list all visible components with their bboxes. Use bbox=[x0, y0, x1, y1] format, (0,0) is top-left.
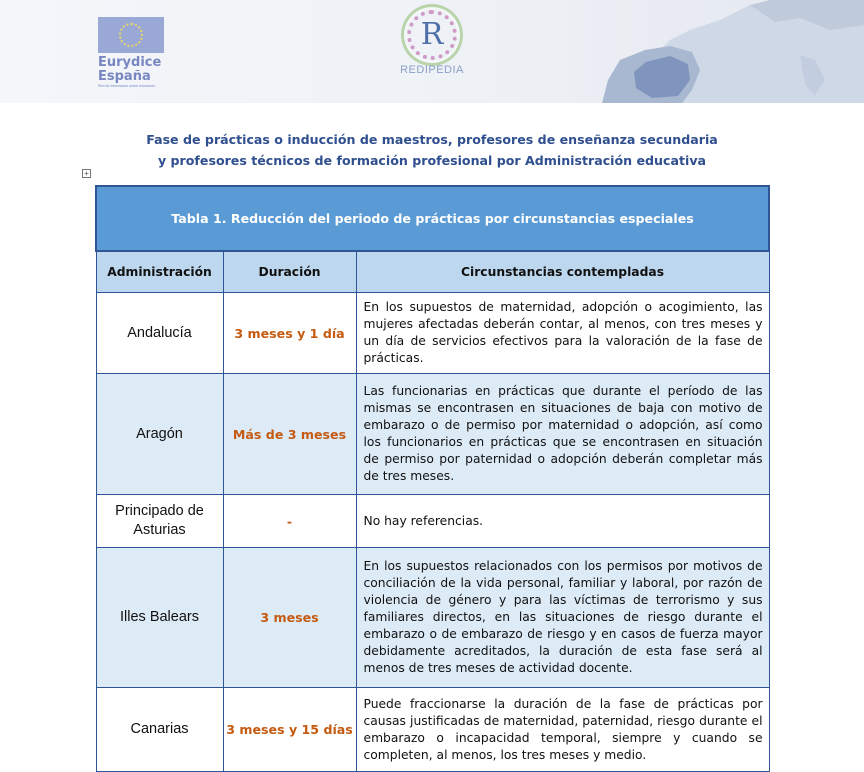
europe-map-icon bbox=[600, 0, 864, 103]
table-row bbox=[96, 495, 769, 548]
move-handle-icon[interactable]: + bbox=[82, 169, 91, 178]
table-row bbox=[96, 688, 769, 772]
redipedia-name: REDIPEDIA bbox=[400, 64, 464, 76]
table-row bbox=[96, 293, 769, 374]
cell-administracion: Principado de Asturias bbox=[96, 495, 223, 548]
cell-administracion: Andalucía bbox=[96, 293, 223, 374]
header-circunstancias: Circunstancias contempladas bbox=[356, 251, 769, 293]
cell-administracion: Illes Balears bbox=[96, 548, 223, 688]
cell-duracion: 3 meses y 15 días bbox=[223, 688, 356, 772]
redipedia-ring-icon: R bbox=[407, 10, 457, 60]
header-administracion: Administración bbox=[96, 251, 223, 293]
cell-circunstancias: Puede fraccionarse la duración de la fase de prácticas por causas justificadas de maternidad, paternidad, riesgo durante el embarazo o incapacidad temporal, siempre y cuando se completen, al menos, los tres meses y medio. bbox=[356, 688, 769, 772]
cell-circunstancias: No hay referencias. bbox=[356, 495, 769, 548]
redipedia-logo[interactable] bbox=[392, 10, 472, 76]
eurydice-tagline: Red de información sobre educación bbox=[98, 84, 156, 88]
eu-flag-icon bbox=[98, 17, 164, 53]
cell-circunstancias: En los supuestos relacionados con los permisos por motivos de conciliación de la vida personal, familiar y laboral, por razón de violencia de género y para las víctimas de terrorismo y sus familiares directos, en las situaciones de riesgo durante el embarazo o de embarazo de riesgo y en casos de fuerza mayor debidamente acreditados, la duración de esta fase será al menos de tres meses de actividad docente. bbox=[356, 548, 769, 688]
cell-administracion: Aragón bbox=[96, 374, 223, 495]
cell-duracion: 3 meses y 1 día bbox=[223, 293, 356, 374]
cell-duracion: 3 meses bbox=[223, 548, 356, 688]
table-row bbox=[96, 548, 769, 688]
header-banner bbox=[0, 0, 864, 103]
header-duracion: Duración bbox=[223, 251, 356, 293]
table-caption: Tabla 1. Reducción del periodo de prácticas por circunstancias especiales bbox=[96, 186, 769, 251]
cell-duracion: Más de 3 meses bbox=[223, 374, 356, 495]
reduction-table bbox=[95, 185, 770, 772]
eurydice-logo[interactable] bbox=[98, 17, 170, 88]
eurydice-name: Eurydice España bbox=[98, 55, 162, 84]
cell-administracion: Canarias bbox=[96, 688, 223, 772]
cell-circunstancias: En los supuestos de maternidad, adopción o acogimiento, las mujeres afectadas deberán contar, al menos, con tres meses y un día de servicios efectivos para la valoración de la fase de prácticas. bbox=[356, 293, 769, 374]
table-row bbox=[96, 374, 769, 495]
cell-circunstancias: Las funcionarias en prácticas que durante el período de las mismas se encontrasen en situaciones de baja con motivo de embarazo o de permiso por maternidad o adopción, así como los funcionarios en prácticas que se encontrasen en situación de permiso por paternidad o adopción deberán completar más de tres meses. bbox=[356, 374, 769, 495]
cell-duracion: - bbox=[223, 495, 356, 548]
document-title: Fase de prácticas o inducción de maestros, profesores de enseñanza secundaria y profesores técnicos de formación profesional por Administración educativa bbox=[146, 132, 718, 168]
